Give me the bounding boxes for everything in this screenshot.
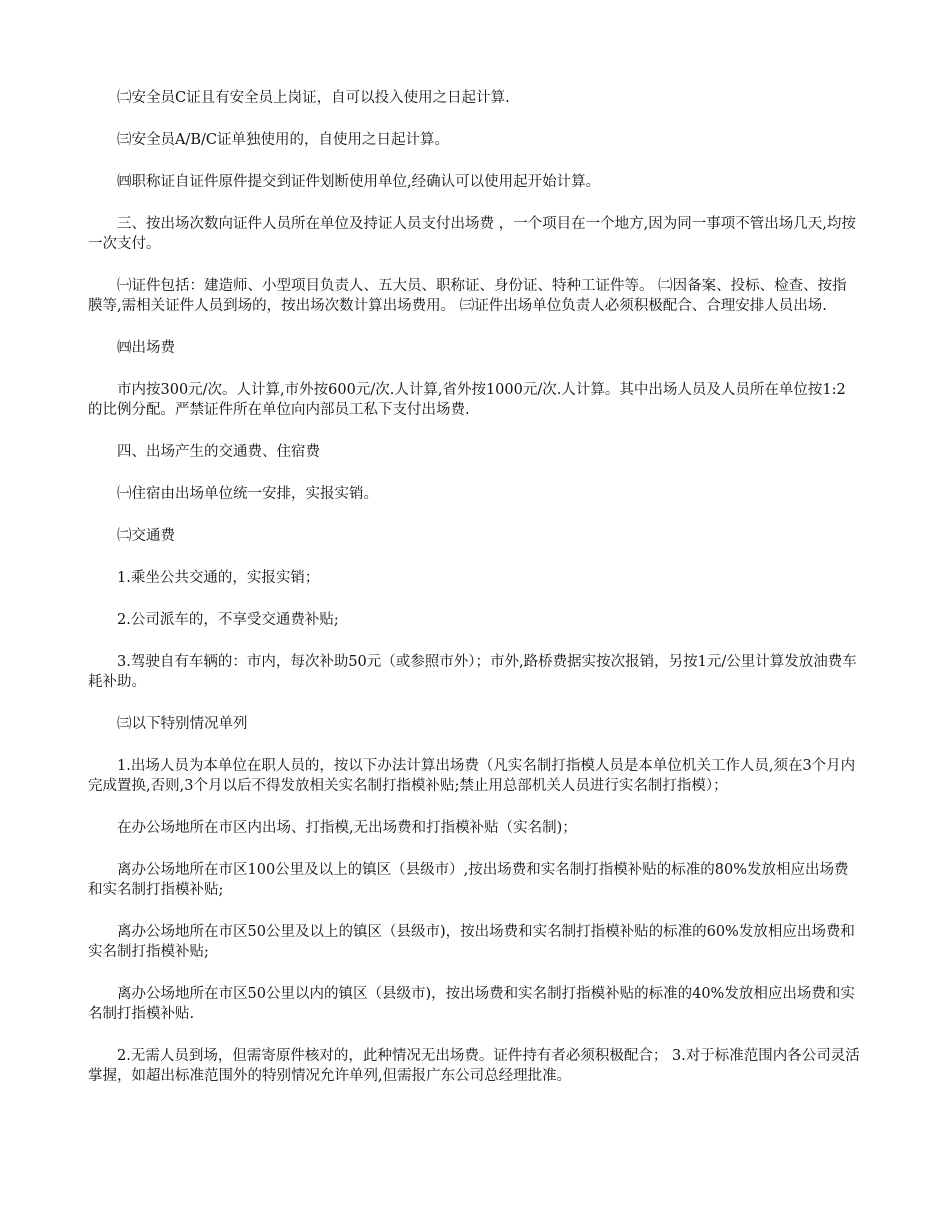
paragraph-within-50km: 离办公场地所在市区50公里以内的镇区（县级市)，按出场费和实名制打指模补贴的标准的40%发放相应出场费和实名制打指模补贴. — [88, 986, 855, 1022]
paragraph-100km: 离办公场地所在市区100公里及以上的镇区（县级市）,按出场费和实名制打指模补贴的标准的80%发放相应出场费和实名制打指模补贴; — [88, 862, 849, 898]
paragraph-within-city: 在办公场地所在市区内出场、打指模,无出场费和打指模补贴（实名制)； — [117, 820, 577, 836]
paragraph-title-cert: ㈣职称证自证件原件提交到证件划断使用单位,经确认可以使用起开始计算。 — [117, 174, 601, 190]
list-item-mail-originals: 2.无需人员到场，但需寄原件核对的，此种情况无出场费。证件持有者必须积极配合； 3.对于标准范围内各公司灵活掌握，如超出标准范围外的特别情况允许单列,但需报广东公司总经理批准。 — [88, 1048, 860, 1084]
list-item-own-vehicle: 3.驾驶自有车辆的：市内，每次补助50元（或参照市外）；市外,路桥费据实按次报销，另按1元/公里计算发放油费车耗补助。 — [88, 654, 857, 690]
paragraph-50km-plus: 离办公场地所在市区50公里及以上的镇区（县级市)，按出场费和实名制打指模补贴的标准的60%发放相应出场费和实名制打指模补贴; — [88, 924, 855, 960]
paragraph-safety-c-cert: ㈡安全员C证且有安全员上岗证，自可以投入使用之日起计算. — [117, 90, 510, 106]
section-heading-four: 四、出场产生的交通费、住宿费 — [117, 444, 320, 460]
paragraph-fee-rates: 市内按300元/次。人计算,市外按600元/次.人计算,省外按1000元/次.人计算。其中出场人员及人员所在单位按1:2的比例分配。严禁证件所在单位向内部员工私下支付出场费. — [88, 382, 846, 418]
paragraph-safety-abc-cert: ㈢安全员A/B/C证单独使用的，自使用之日起计算。 — [117, 132, 449, 148]
subheading-special-cases: ㈢以下特别情况单列 — [117, 716, 248, 732]
subheading-transport: ㈡交通费 — [117, 528, 175, 544]
list-item-company-car: 2.公司派车的，不享受交通费补贴; — [117, 612, 339, 628]
paragraph-lodging: ㈠住宿由出场单位统一安排，实报实销。 — [117, 486, 378, 502]
list-item-in-house-staff: 1.出场人员为本单位在职人员的，按以下办法计算出场费（凡实名制打指模人员是本单位机关工作人员,须在3个月内完成置换,否则,3个月以后不得发放相关实名制打指模补贴;禁止用总部机关人员进行实名制打指模）； — [88, 758, 856, 794]
subheading-appearance-fee: ㈣出场费 — [117, 340, 175, 356]
list-item-public-transport: 1.乘坐公共交通的，实报实销； — [117, 570, 320, 586]
document-page — [88, 88, 860, 1108]
paragraph-cert-types: ㈠证件包括：建造师、小型项目负责人、五大员、职称证、身份证、特种工证件等。 ㈡因备案、投标、检查、按指膜等,需相关证件人员到场的，按出场次数计算出场费用。 ㈢证件出场单位负责人必须积极配合、合理安排人员出场. — [88, 278, 847, 314]
section-heading-three: 三、按出场次数向证件人员所在单位及持证人员支付出场费 ，一个项目在一个地方,因为同一事项不管出场几天,均按一次支付。 — [88, 216, 856, 252]
